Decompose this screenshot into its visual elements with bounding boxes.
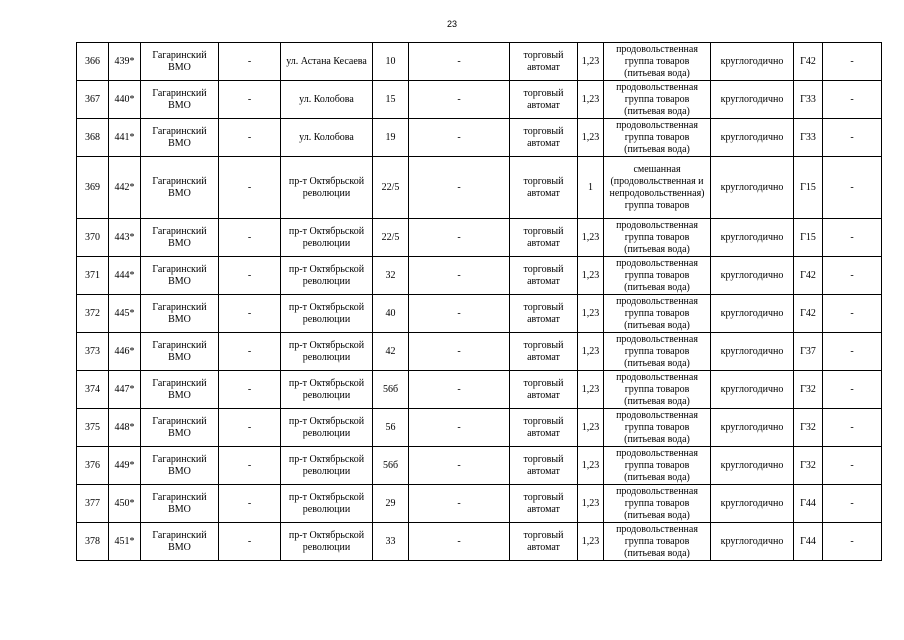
cell-row-number: 371: [77, 257, 109, 295]
cell-zone-code: Г44: [794, 485, 823, 523]
cell-goods-group: продовольственная группа товаров (питьевая вода): [604, 523, 711, 561]
cell-landmark: -: [409, 43, 510, 81]
cell-landmark: -: [409, 257, 510, 295]
cell-zone-code: Г33: [794, 119, 823, 157]
cell-area: 1,23: [578, 333, 604, 371]
cell-building-number: 56б: [373, 447, 409, 485]
cell-district: Гагаринский ВМО: [141, 157, 219, 219]
cell-area: 1,23: [578, 219, 604, 257]
cell-place-number: 442*: [109, 157, 141, 219]
cell-row-number: 377: [77, 485, 109, 523]
cell-object-type: торговый автомат: [510, 523, 578, 561]
cell-note: -: [823, 257, 882, 295]
cell-building-number: 19: [373, 119, 409, 157]
cell-note: -: [823, 119, 882, 157]
cell-zone-code: Г42: [794, 257, 823, 295]
cell-note: -: [823, 81, 882, 119]
cell-object-type: торговый автомат: [510, 43, 578, 81]
cell-landmark: -: [409, 447, 510, 485]
cell-zone-code: Г32: [794, 371, 823, 409]
cell-object-type: торговый автомат: [510, 447, 578, 485]
cell-row-number: 373: [77, 333, 109, 371]
cell-building-number: 56: [373, 409, 409, 447]
cell-district: Гагаринский ВМО: [141, 219, 219, 257]
cell-area: 1,23: [578, 447, 604, 485]
cell-extra-info: -: [219, 119, 281, 157]
cell-zone-code: Г15: [794, 157, 823, 219]
cell-period: круглогодично: [711, 219, 794, 257]
cell-place-number: 445*: [109, 295, 141, 333]
cell-street: пр-т Октябрьской революции: [281, 257, 373, 295]
cell-period: круглогодично: [711, 447, 794, 485]
cell-district: Гагаринский ВМО: [141, 81, 219, 119]
cell-object-type: торговый автомат: [510, 409, 578, 447]
cell-extra-info: -: [219, 43, 281, 81]
cell-landmark: -: [409, 81, 510, 119]
cell-landmark: -: [409, 523, 510, 561]
cell-landmark: -: [409, 333, 510, 371]
cell-building-number: 56б: [373, 371, 409, 409]
cell-street: пр-т Октябрьской революции: [281, 295, 373, 333]
cell-district: Гагаринский ВМО: [141, 257, 219, 295]
cell-period: круглогодично: [711, 409, 794, 447]
cell-district: Гагаринский ВМО: [141, 485, 219, 523]
cell-building-number: 22/5: [373, 219, 409, 257]
cell-zone-code: Г42: [794, 295, 823, 333]
cell-landmark: -: [409, 371, 510, 409]
cell-note: -: [823, 43, 882, 81]
cell-row-number: 374: [77, 371, 109, 409]
cell-note: -: [823, 447, 882, 485]
cell-building-number: 10: [373, 43, 409, 81]
table-row: [77, 371, 882, 409]
cell-building-number: 22/5: [373, 157, 409, 219]
cell-period: круглогодично: [711, 485, 794, 523]
cell-extra-info: -: [219, 81, 281, 119]
cell-building-number: 15: [373, 81, 409, 119]
cell-goods-group: продовольственная группа товаров (питьевая вода): [604, 333, 711, 371]
cell-street: пр-т Октябрьской революции: [281, 485, 373, 523]
cell-building-number: 33: [373, 523, 409, 561]
cell-goods-group: продовольственная группа товаров (питьевая вода): [604, 371, 711, 409]
cell-place-number: 439*: [109, 43, 141, 81]
cell-place-number: 444*: [109, 257, 141, 295]
table-row: [77, 119, 882, 157]
cell-row-number: 370: [77, 219, 109, 257]
cell-district: Гагаринский ВМО: [141, 371, 219, 409]
cell-street: пр-т Октябрьской революции: [281, 447, 373, 485]
cell-extra-info: -: [219, 409, 281, 447]
cell-district: Гагаринский ВМО: [141, 409, 219, 447]
cell-zone-code: Г44: [794, 523, 823, 561]
cell-street: пр-т Октябрьской революции: [281, 371, 373, 409]
cell-area: 1,23: [578, 523, 604, 561]
cell-note: -: [823, 371, 882, 409]
cell-zone-code: Г15: [794, 219, 823, 257]
cell-row-number: 368: [77, 119, 109, 157]
page-number: 23: [446, 19, 457, 29]
cell-period: круглогодично: [711, 43, 794, 81]
cell-building-number: 40: [373, 295, 409, 333]
cell-street: пр-т Октябрьской революции: [281, 219, 373, 257]
cell-street: пр-т Октябрьской революции: [281, 523, 373, 561]
cell-landmark: -: [409, 219, 510, 257]
cell-extra-info: -: [219, 447, 281, 485]
cell-place-number: 443*: [109, 219, 141, 257]
cell-extra-info: -: [219, 257, 281, 295]
cell-zone-code: Г32: [794, 447, 823, 485]
cell-area: 1,23: [578, 485, 604, 523]
cell-area: 1,23: [578, 119, 604, 157]
cell-place-number: 448*: [109, 409, 141, 447]
cell-street: ул. Колобова: [281, 119, 373, 157]
cell-object-type: торговый автомат: [510, 81, 578, 119]
cell-object-type: торговый автомат: [510, 157, 578, 219]
cell-period: круглогодично: [711, 119, 794, 157]
cell-area: 1,23: [578, 81, 604, 119]
cell-goods-group: продовольственная группа товаров (питьевая вода): [604, 81, 711, 119]
cell-row-number: 369: [77, 157, 109, 219]
table-row: [77, 257, 882, 295]
cell-district: Гагаринский ВМО: [141, 447, 219, 485]
cell-place-number: 451*: [109, 523, 141, 561]
cell-place-number: 441*: [109, 119, 141, 157]
cell-object-type: торговый автомат: [510, 257, 578, 295]
table-row: [77, 409, 882, 447]
cell-object-type: торговый автомат: [510, 333, 578, 371]
cell-extra-info: -: [219, 485, 281, 523]
cell-object-type: торговый автомат: [510, 219, 578, 257]
table-row: [77, 295, 882, 333]
cell-period: круглогодично: [711, 257, 794, 295]
cell-zone-code: Г42: [794, 43, 823, 81]
cell-period: круглогодично: [711, 295, 794, 333]
cell-street: пр-т Октябрьской революции: [281, 157, 373, 219]
cell-landmark: -: [409, 157, 510, 219]
table-row: [77, 43, 882, 81]
cell-note: -: [823, 219, 882, 257]
cell-extra-info: -: [219, 219, 281, 257]
cell-goods-group: смешанная (продовольственная и непродовольственная) группа товаров: [604, 157, 711, 219]
cell-note: -: [823, 333, 882, 371]
cell-place-number: 440*: [109, 81, 141, 119]
cell-row-number: 376: [77, 447, 109, 485]
table-row: [77, 219, 882, 257]
table-row: [77, 485, 882, 523]
cell-district: Гагаринский ВМО: [141, 523, 219, 561]
cell-street: ул. Астана Кесаева: [281, 43, 373, 81]
cell-landmark: -: [409, 485, 510, 523]
placement-registry-table: [76, 42, 882, 561]
cell-area: 1,23: [578, 257, 604, 295]
cell-zone-code: Г33: [794, 81, 823, 119]
table-row: [77, 333, 882, 371]
cell-period: круглогодично: [711, 81, 794, 119]
cell-landmark: -: [409, 119, 510, 157]
cell-place-number: 447*: [109, 371, 141, 409]
cell-object-type: торговый автомат: [510, 119, 578, 157]
cell-note: -: [823, 485, 882, 523]
cell-period: круглогодично: [711, 523, 794, 561]
cell-goods-group: продовольственная группа товаров (питьевая вода): [604, 295, 711, 333]
cell-goods-group: продовольственная группа товаров (питьевая вода): [604, 485, 711, 523]
cell-row-number: 366: [77, 43, 109, 81]
cell-extra-info: -: [219, 371, 281, 409]
cell-row-number: 375: [77, 409, 109, 447]
cell-street: пр-т Октябрьской революции: [281, 409, 373, 447]
cell-extra-info: -: [219, 157, 281, 219]
cell-street: ул. Колобова: [281, 81, 373, 119]
cell-district: Гагаринский ВМО: [141, 295, 219, 333]
cell-row-number: 378: [77, 523, 109, 561]
cell-object-type: торговый автомат: [510, 371, 578, 409]
cell-place-number: 450*: [109, 485, 141, 523]
cell-goods-group: продовольственная группа товаров (питьевая вода): [604, 43, 711, 81]
cell-note: -: [823, 409, 882, 447]
cell-landmark: -: [409, 409, 510, 447]
cell-extra-info: -: [219, 333, 281, 371]
cell-goods-group: продовольственная группа товаров (питьевая вода): [604, 447, 711, 485]
cell-row-number: 372: [77, 295, 109, 333]
cell-extra-info: -: [219, 295, 281, 333]
cell-district: Гагаринский ВМО: [141, 119, 219, 157]
cell-period: круглогодично: [711, 371, 794, 409]
cell-object-type: торговый автомат: [510, 295, 578, 333]
table-row: [77, 447, 882, 485]
cell-object-type: торговый автомат: [510, 485, 578, 523]
cell-period: круглогодично: [711, 157, 794, 219]
cell-area: 1,23: [578, 409, 604, 447]
table-row: [77, 523, 882, 561]
cell-goods-group: продовольственная группа товаров (питьевая вода): [604, 409, 711, 447]
cell-landmark: -: [409, 295, 510, 333]
cell-place-number: 446*: [109, 333, 141, 371]
cell-area: 1: [578, 157, 604, 219]
cell-zone-code: Г32: [794, 409, 823, 447]
cell-note: -: [823, 295, 882, 333]
cell-area: 1,23: [578, 371, 604, 409]
cell-zone-code: Г37: [794, 333, 823, 371]
cell-area: 1,23: [578, 43, 604, 81]
cell-note: -: [823, 157, 882, 219]
cell-note: -: [823, 523, 882, 561]
table-row: [77, 157, 882, 219]
cell-row-number: 367: [77, 81, 109, 119]
cell-building-number: 42: [373, 333, 409, 371]
cell-area: 1,23: [578, 295, 604, 333]
cell-goods-group: продовольственная группа товаров (питьевая вода): [604, 219, 711, 257]
cell-district: Гагаринский ВМО: [141, 333, 219, 371]
cell-goods-group: продовольственная группа товаров (питьевая вода): [604, 257, 711, 295]
cell-district: Гагаринский ВМО: [141, 43, 219, 81]
cell-period: круглогодично: [711, 333, 794, 371]
cell-extra-info: -: [219, 523, 281, 561]
table-body: [77, 43, 882, 561]
cell-building-number: 29: [373, 485, 409, 523]
cell-building-number: 32: [373, 257, 409, 295]
cell-place-number: 449*: [109, 447, 141, 485]
cell-goods-group: продовольственная группа товаров (питьевая вода): [604, 119, 711, 157]
table-row: [77, 81, 882, 119]
cell-street: пр-т Октябрьской революции: [281, 333, 373, 371]
